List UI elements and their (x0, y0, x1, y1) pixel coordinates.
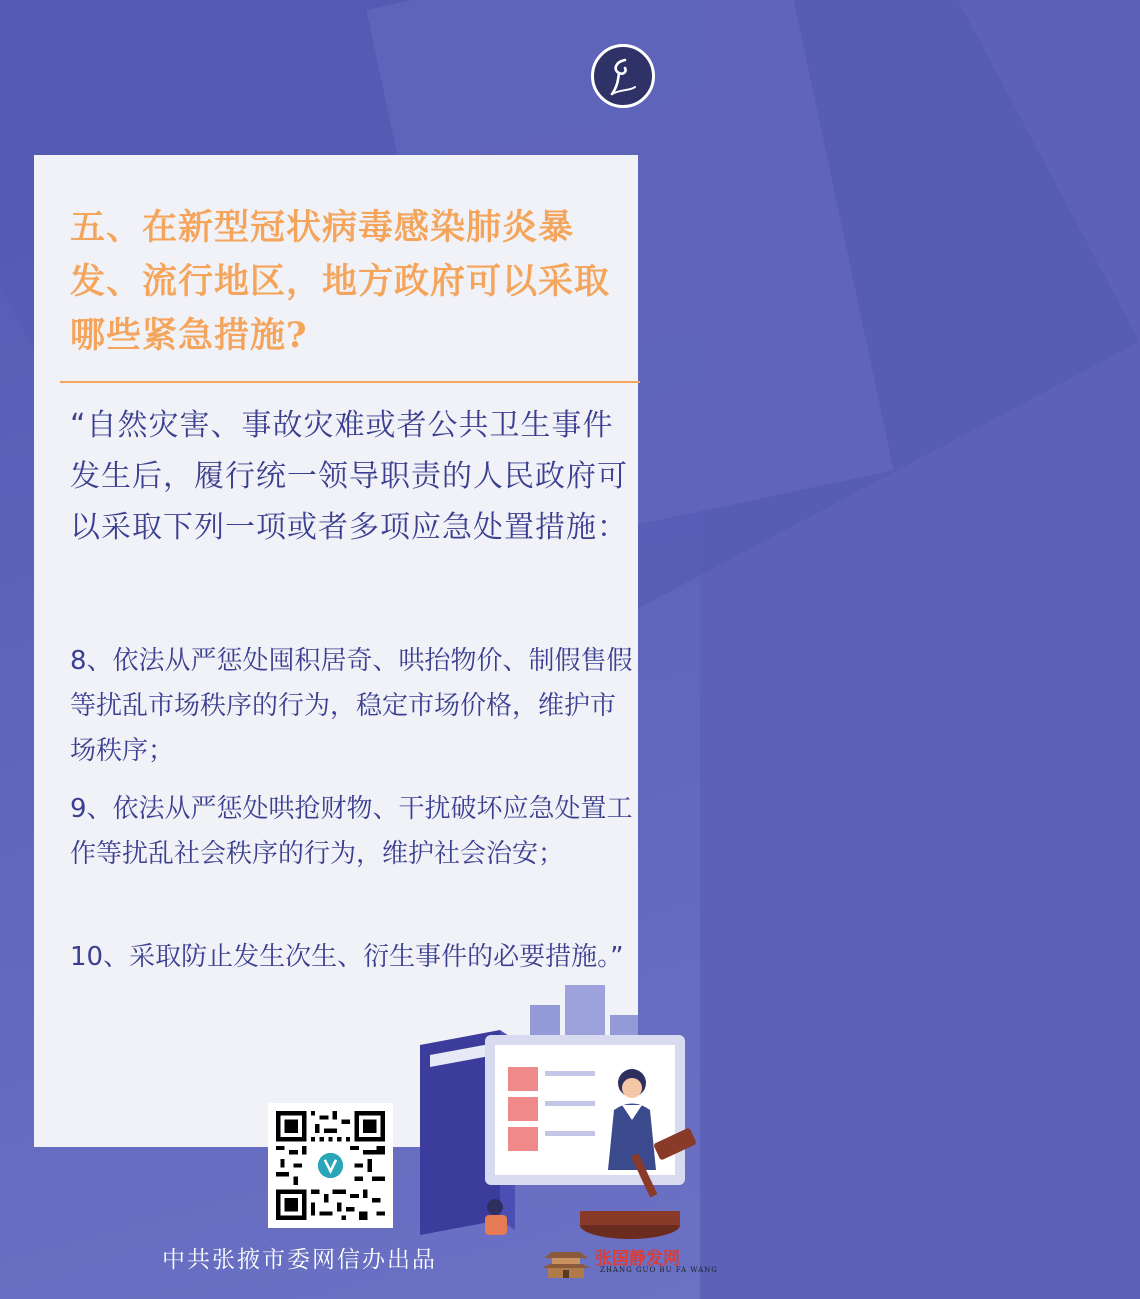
qr-code[interactable] (268, 1103, 393, 1228)
measure-item-8: 8、依法从严惩处囤积居奇、哄抬物价、制假售假等扰乱市场秩序的行为，稳定市场价格，维护市场秩序； (70, 646, 633, 766)
quill-logo-icon (591, 44, 655, 108)
measure-item-10: 10、采取防止发生次生、衍生事件的必要措施。” (70, 942, 624, 972)
intro-paragraph: “自然灾害、事故灾难或者公共卫生事件发生后，履行统一领导职责的人民政府可以采取下列一项或者多项应急处置措施： (70, 408, 628, 545)
site-watermark (540, 1244, 718, 1284)
publisher-footer: 中共张掖市委网信办出品 (162, 1247, 437, 1273)
title-divider (60, 381, 640, 383)
watermark-en-text: ZHANG GUO BU FA WANG (600, 1266, 718, 1274)
measure-item-9: 9、依法从严惩处哄抢财物、干扰破坏应急处置工作等扰乱社会秩序的行为，维护社会治安； (70, 794, 633, 869)
watermark-cn-text: 张国静发网 (595, 1249, 680, 1269)
question-title: 五、在新型冠状病毒感染肺炎暴发、流行地区，地方政府可以采取哪些紧急措施? (70, 207, 611, 356)
law-books-presenter-illustration (400, 985, 700, 1245)
pagoda-icon (540, 1244, 592, 1280)
